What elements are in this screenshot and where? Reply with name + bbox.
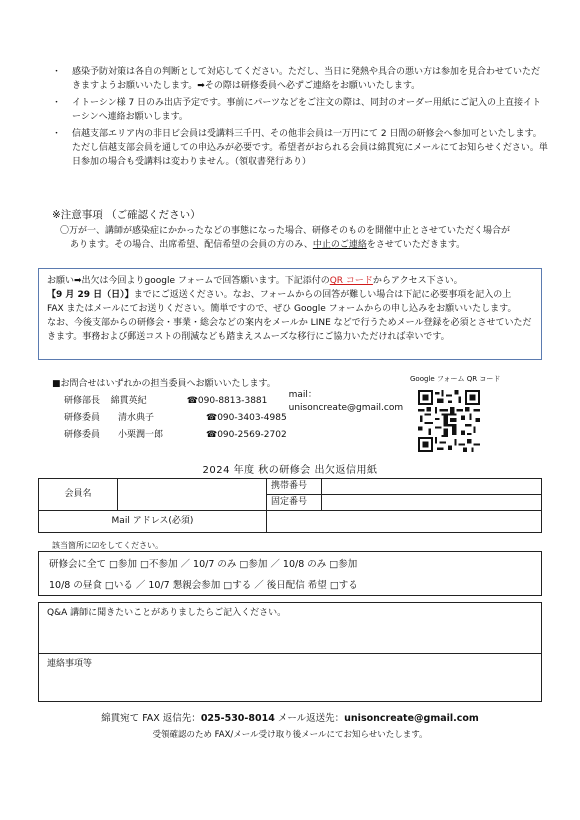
qa-box bbox=[38, 602, 542, 702]
bullet-text: 信越支部エリア内の非日ビ会員は受講料三千円、その他非会員は一万円にて 2 日間の研修会へ参加可といたします。ただし信越支部会員を通しての申込みが必要です。希望者がおられる会員は綿貫宛にメールにてお知らせください。単日参加の場合も受講料は変わりません。（領収書発行あり） bbox=[72, 128, 548, 167]
notice-line1 bbox=[47, 275, 533, 289]
qr-label: Google フォーム QR コード bbox=[410, 375, 501, 383]
notice-text: お願い➡出欠は今回よりgoogle フォームで回答願います。下記添付の bbox=[47, 276, 330, 286]
contact-header: ■お問合せはいずれかの担当委員へお願いいたします。 bbox=[52, 379, 276, 389]
notice-text: までにご返送ください。なお、フォームからの回答が難しい場合は下記に必要事項を記入の上 bbox=[133, 289, 512, 300]
footer-line2: 受領確認のため FAX/メール受け取り後メールにてお知らせいたします。 bbox=[152, 730, 428, 740]
contact-row bbox=[52, 389, 412, 414]
check-note: 該当箇所に☑をしてください。 bbox=[52, 541, 164, 550]
email-address[interactable]: unisoncreate@gmail.com bbox=[344, 713, 479, 724]
reply-form-table bbox=[38, 478, 542, 533]
contact-tel: ☎090-3403-4985 bbox=[206, 413, 287, 424]
contact-row bbox=[52, 428, 412, 445]
caution-underlined: 中止のご連絡 bbox=[312, 239, 367, 250]
footer-text: メール返送先： bbox=[274, 713, 345, 724]
mobile-field[interactable] bbox=[322, 479, 542, 495]
qr-code-icon[interactable] bbox=[418, 390, 480, 452]
contact-mail: mail：unisoncreate@gmail.com bbox=[288, 389, 404, 414]
notice-box bbox=[38, 268, 542, 360]
contact-tel: ☎090-2569-2702 bbox=[206, 430, 287, 441]
caution-line1: 〇万が一、講師が感染症にかかったなどの事態になった場合、研修そのものを開催中止とさせていただく場合が bbox=[60, 226, 511, 236]
form-title: 2024 年度 秋の研修会 出欠返信用紙 bbox=[202, 465, 378, 476]
caution-line2 bbox=[60, 239, 540, 253]
footer-line1 bbox=[0, 712, 580, 727]
qa-label: Q&A 講師に聞きたいことがありましたらご記入ください。 bbox=[47, 608, 287, 618]
notice-text: からアクセス下さい。 bbox=[372, 276, 463, 286]
divider bbox=[39, 653, 541, 654]
contact-section bbox=[52, 378, 412, 445]
contact-name: 小栗潤一郎 bbox=[118, 430, 164, 441]
caution-text: をさせていただきます。 bbox=[366, 239, 466, 250]
remarks-label: 連絡事項等 bbox=[47, 659, 93, 669]
bullet-item: ・ 感染予防対策は各自の判断として対応してください。ただし、当日に発熱や具合の悪い方は参加を見合わせていただきますようお願いいたします。➡その際は研修委員へ必ずご連絡をお願いいたします。 bbox=[52, 67, 541, 91]
contact-name: 清水典子 bbox=[118, 413, 155, 424]
footer-text: 綿貫宛て FAX 返信先： bbox=[101, 713, 201, 724]
bullet-item: ・ 信越支部エリア内の非日ビ会員は受講料三千円、その他非会員は一万円にて 2 日間の研修会へ参加可といたします。ただし信越支部会員を通しての申込みが必要です。希望者がおられる会員は綿貫宛にメールにてお知らせください。単日参加の場合も受講料は変わりません。（領収書発行あり） bbox=[52, 128, 548, 167]
contact-name: 綿貫英紀 bbox=[110, 396, 147, 407]
qr-code-link: QR コード bbox=[329, 276, 373, 286]
landline-field[interactable] bbox=[322, 495, 542, 511]
member-name-field[interactable] bbox=[118, 479, 267, 511]
contact-role: 研修部長 bbox=[64, 396, 101, 407]
notice-line4: なお、今後支部からの研修会・事業・総会などの案内をメールか LINE などで行うためメール登録を必須とさせていただきます。事務および郵送コストの削減なども踏まえスムーズな移行にご協力いただければ幸いです。 bbox=[47, 317, 532, 342]
contact-tel: ☎090-8813-3881 bbox=[186, 396, 268, 407]
member-name-label: 会員名 bbox=[39, 479, 118, 511]
bullet-item: ・ イトーシン様 7 日のみ出店予定です。事前にパーツなどをご注文の際は、同封のオーダー用紙にご記入の上直接イトーシンへ連絡お願いします。 bbox=[52, 97, 541, 122]
bullet-text: 感染予防対策は各自の判断として対応してください。ただし、当日に発熱や具合の悪い方は参加を見合わせていただきますようお願いいたします。➡その際は研修委員へ必ずご連絡をお願いいたします。 bbox=[72, 67, 541, 91]
mobile-label: 携帯番号 bbox=[267, 479, 322, 495]
caution-body bbox=[60, 225, 540, 253]
fax-number: 025-530-8014 bbox=[200, 713, 275, 724]
mail-label: Mail アドレス(必須) bbox=[39, 511, 267, 533]
contact-role: 研修委員 bbox=[64, 413, 101, 424]
landline-label: 固定番号 bbox=[267, 495, 322, 511]
notice-line2 bbox=[47, 289, 533, 303]
caution-text: あります。その場合、出席希望、配信希望の会員の方のみ、 bbox=[70, 239, 313, 250]
notice-line3: FAX またはメールにてお送りください。簡単ですので、ぜひ Google フォームからの申し込みをお願いいたします。 bbox=[47, 303, 517, 314]
mail-field[interactable] bbox=[267, 511, 542, 533]
contact-role: 研修委員 bbox=[64, 430, 101, 441]
bullet-list bbox=[48, 66, 548, 173]
attendance-box bbox=[38, 551, 542, 596]
attendance-line2[interactable]: 10/8 の昼食 □いる ／ 10/7 懇親会参加 □する ／ 後日配信 希望 □する bbox=[49, 579, 358, 591]
attendance-line1[interactable]: 研修会に全て □参加 □不参加 ／ 10/7 のみ □参加 ／ 10/8 のみ □参加 bbox=[49, 559, 358, 570]
bullet-text: イトーシン様 7 日のみ出店予定です。事前にパーツなどをご注文の際は、同封のオーダー用紙にご記入の上直接イトーシンへ連絡お願いします。 bbox=[72, 97, 541, 122]
deadline: 【9 月 29 日（日）】 bbox=[47, 289, 134, 300]
caution-title: ※注意事項 （ご確認ください） bbox=[52, 209, 201, 221]
